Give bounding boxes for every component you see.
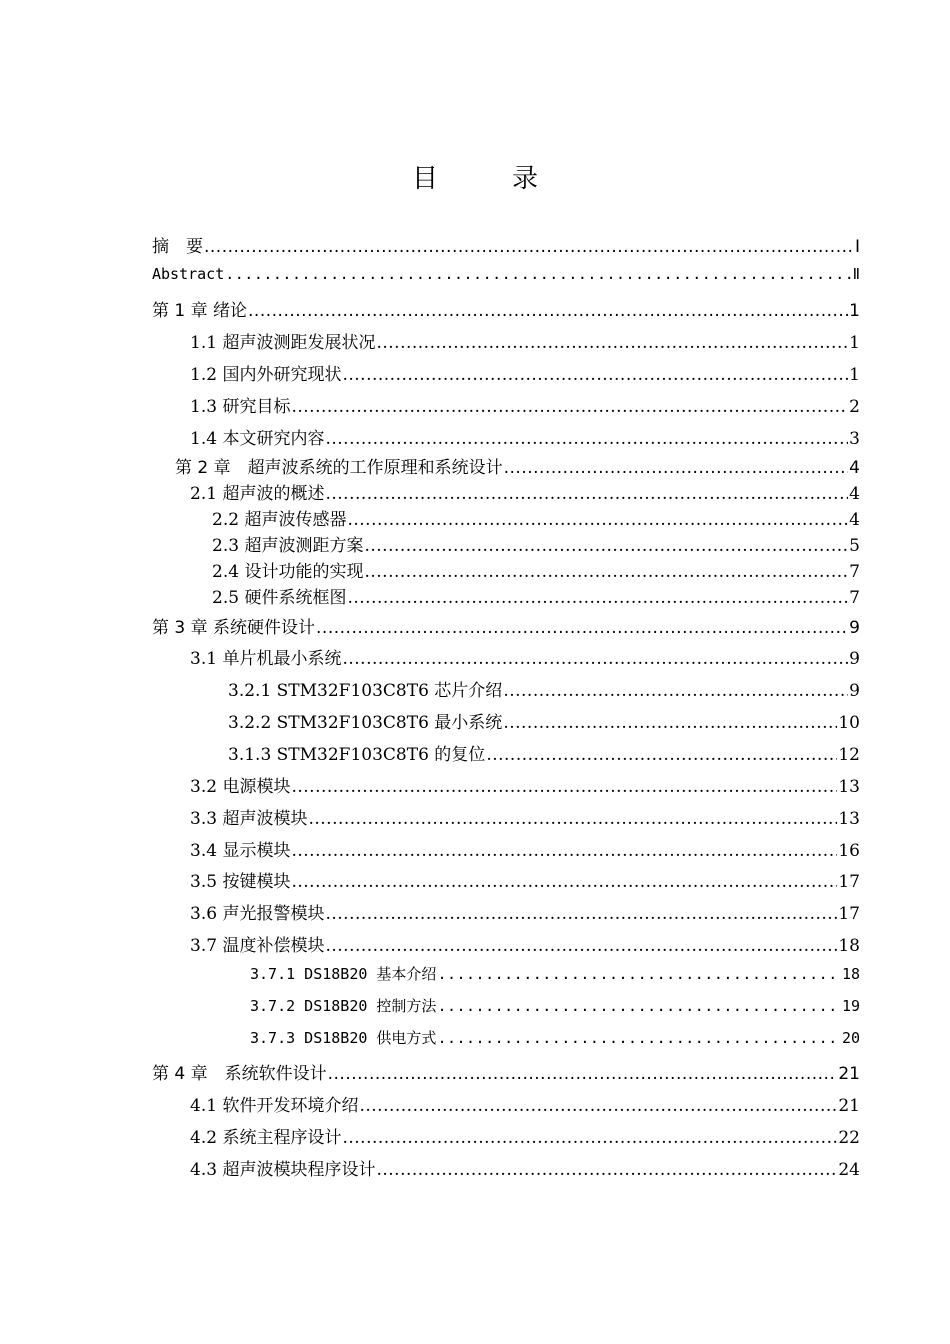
toc-entry-page: 7 (849, 588, 860, 608)
toc-entry-page: 3 (849, 429, 860, 449)
toc-entry-label: 3.7 温度补偿模块 (190, 936, 325, 956)
toc-entry-page: 18 (841, 965, 860, 983)
toc-entry-label: 第 4 章 系统软件设计 (152, 1064, 327, 1084)
toc-entry-page: 1 (849, 365, 860, 385)
toc-entry[interactable] (190, 1123, 860, 1147)
toc-entry-page: 5 (849, 536, 860, 556)
toc-entry-label: 2.4 设计功能的实现 (212, 562, 364, 582)
toc-entry[interactable] (228, 676, 860, 700)
toc-entry[interactable] (212, 531, 860, 555)
toc-entry-page: 13 (838, 777, 860, 797)
toc-entry-label: 第 2 章 超声波系统的工作原理和系统设计 (175, 458, 503, 478)
leader-dots (225, 265, 851, 283)
leader-dots (342, 1128, 837, 1148)
toc-entry-page: 4 (849, 458, 860, 478)
toc-entry-label: 第 1 章 绪论 (152, 301, 248, 321)
toc-entry-label: Abstract (152, 265, 225, 283)
toc-entry-label: 1.3 研究目标 (190, 397, 291, 417)
toc-entry[interactable] (152, 265, 860, 289)
toc-entry[interactable] (190, 360, 860, 384)
toc-entry-page: 10 (838, 713, 860, 733)
toc-entry[interactable] (250, 1027, 860, 1051)
toc-entry-page: 12 (838, 745, 860, 765)
toc-entry[interactable] (190, 1091, 860, 1115)
toc-entry[interactable] (190, 772, 860, 796)
toc-entry[interactable] (175, 453, 860, 477)
leader-dots (437, 997, 841, 1015)
toc-entry[interactable] (152, 613, 860, 637)
toc-entry-page: 19 (841, 997, 860, 1015)
leader-dots (486, 745, 837, 765)
toc-entry-page: 22 (838, 1128, 860, 1148)
toc-entry-page: 16 (838, 841, 860, 861)
leader-dots (437, 965, 841, 983)
toc-entry-label: 4.1 软件开发环境介绍 (190, 1096, 359, 1116)
toc-entry[interactable] (250, 963, 860, 987)
toc-entry-page: 17 (838, 872, 860, 892)
toc-entry-label: 3.4 显示模块 (190, 841, 291, 861)
toc-entry-page: 7 (849, 562, 860, 582)
toc-entry-page: 1 (849, 301, 860, 321)
toc-entry-label: 3.7.3 DS18B20 供电方式 (250, 1029, 437, 1047)
toc-entry-page: 4 (849, 510, 860, 530)
leader-dots (347, 588, 848, 608)
toc-entry-page: 1 (849, 333, 860, 353)
toc-entry-label: 3.1.3 STM32F103C8T6 的复位 (228, 745, 486, 765)
leader-dots (328, 1064, 838, 1084)
leader-dots (376, 1160, 837, 1180)
toc-entry[interactable] (250, 995, 860, 1019)
leader-dots (325, 429, 848, 449)
toc-entry[interactable] (212, 505, 860, 529)
page-title: 目 录 (411, 164, 562, 194)
toc-entry-label: 1.1 超声波测距发展状况 (190, 333, 376, 353)
toc-entry[interactable] (228, 708, 860, 732)
leader-dots (376, 333, 848, 353)
toc-entry[interactable] (190, 479, 860, 503)
toc-entry[interactable] (212, 583, 860, 607)
toc-entry[interactable] (152, 1059, 860, 1083)
toc-entry-label: 3.2.2 STM32F103C8T6 最小系统 (228, 713, 503, 733)
leader-dots (342, 365, 848, 385)
toc-entry-page: 21 (838, 1064, 860, 1084)
toc-entry-label: 3.5 按键模块 (190, 872, 291, 892)
toc-entry-label: 1.2 国内外研究现状 (190, 365, 342, 385)
toc-entry-label: 4.3 超声波模块程序设计 (190, 1160, 376, 1180)
toc-entry-page: 13 (838, 809, 860, 829)
toc-entry[interactable] (152, 232, 860, 256)
leader-dots (503, 713, 837, 733)
leader-dots (342, 649, 848, 669)
toc-entry-page: 20 (841, 1029, 860, 1047)
toc-entry[interactable] (190, 644, 860, 668)
leader-dots (308, 809, 837, 829)
leader-dots (248, 301, 848, 321)
toc-entry-label: 1.4 本文研究内容 (190, 429, 325, 449)
leader-dots (291, 841, 837, 861)
leader-dots (204, 237, 854, 257)
toc-entry-label: 3.7.1 DS18B20 基本介绍 (250, 965, 437, 983)
toc-entry-page: Ⅰ (854, 237, 860, 257)
toc-entry-label: 3.3 超声波模块 (190, 809, 308, 829)
leader-dots (325, 484, 848, 504)
toc-entry[interactable] (190, 424, 860, 448)
toc-entry[interactable] (190, 931, 860, 955)
toc-entry-label: 2.3 超声波测距方案 (212, 536, 364, 556)
toc-entry-label: 3.7.2 DS18B20 控制方法 (250, 997, 437, 1015)
toc-entry[interactable] (190, 328, 860, 352)
toc-entry-page: 9 (849, 681, 860, 701)
toc-entry[interactable] (228, 740, 860, 764)
toc-entry-label: 2.1 超声波的概述 (190, 484, 325, 504)
toc-entry-label: 第 3 章 系统硬件设计 (152, 618, 316, 638)
leader-dots (291, 397, 848, 417)
toc-entry[interactable] (152, 296, 860, 320)
toc-entry-page: 9 (849, 649, 860, 669)
leader-dots (325, 904, 837, 924)
toc-entry[interactable] (190, 804, 860, 828)
leader-dots (503, 681, 848, 701)
leader-dots (316, 618, 848, 638)
toc-entry-label: 摘 要 (152, 237, 203, 257)
toc-entry[interactable] (190, 392, 860, 416)
toc-entry-label: 3.2.1 STM32F103C8T6 芯片介绍 (228, 681, 503, 701)
leader-dots (325, 936, 837, 956)
leader-dots (291, 777, 837, 797)
toc-entry[interactable] (190, 1155, 860, 1179)
leader-dots (291, 872, 837, 892)
leader-dots (504, 458, 849, 478)
toc-entry-label: 3.6 声光报警模块 (190, 904, 325, 924)
toc-entry-page: 9 (849, 618, 860, 638)
toc-entry-label: 3.1 单片机最小系统 (190, 649, 342, 669)
toc-entry-page: 18 (838, 936, 860, 956)
toc-entry[interactable] (212, 557, 860, 581)
leader-dots (347, 510, 848, 530)
toc-entry[interactable] (190, 836, 860, 860)
toc-entry-page: 4 (849, 484, 860, 504)
toc-entry-page: 21 (838, 1096, 860, 1116)
toc-entry[interactable] (190, 899, 860, 923)
toc-entry-page: Ⅱ (852, 265, 860, 283)
leader-dots (364, 562, 848, 582)
toc-entry[interactable] (190, 867, 860, 891)
toc-entry-label: 2.5 硬件系统框图 (212, 588, 347, 608)
leader-dots (364, 536, 848, 556)
toc-entry-label: 3.2 电源模块 (190, 777, 291, 797)
leader-dots (359, 1096, 837, 1116)
toc-entry-page: 17 (838, 904, 860, 924)
toc-entry-page: 24 (838, 1160, 860, 1180)
toc-entry-page: 2 (849, 397, 860, 417)
toc-entry-label: 4.2 系统主程序设计 (190, 1128, 342, 1148)
toc-entry-label: 2.2 超声波传感器 (212, 510, 347, 530)
leader-dots (437, 1029, 841, 1047)
